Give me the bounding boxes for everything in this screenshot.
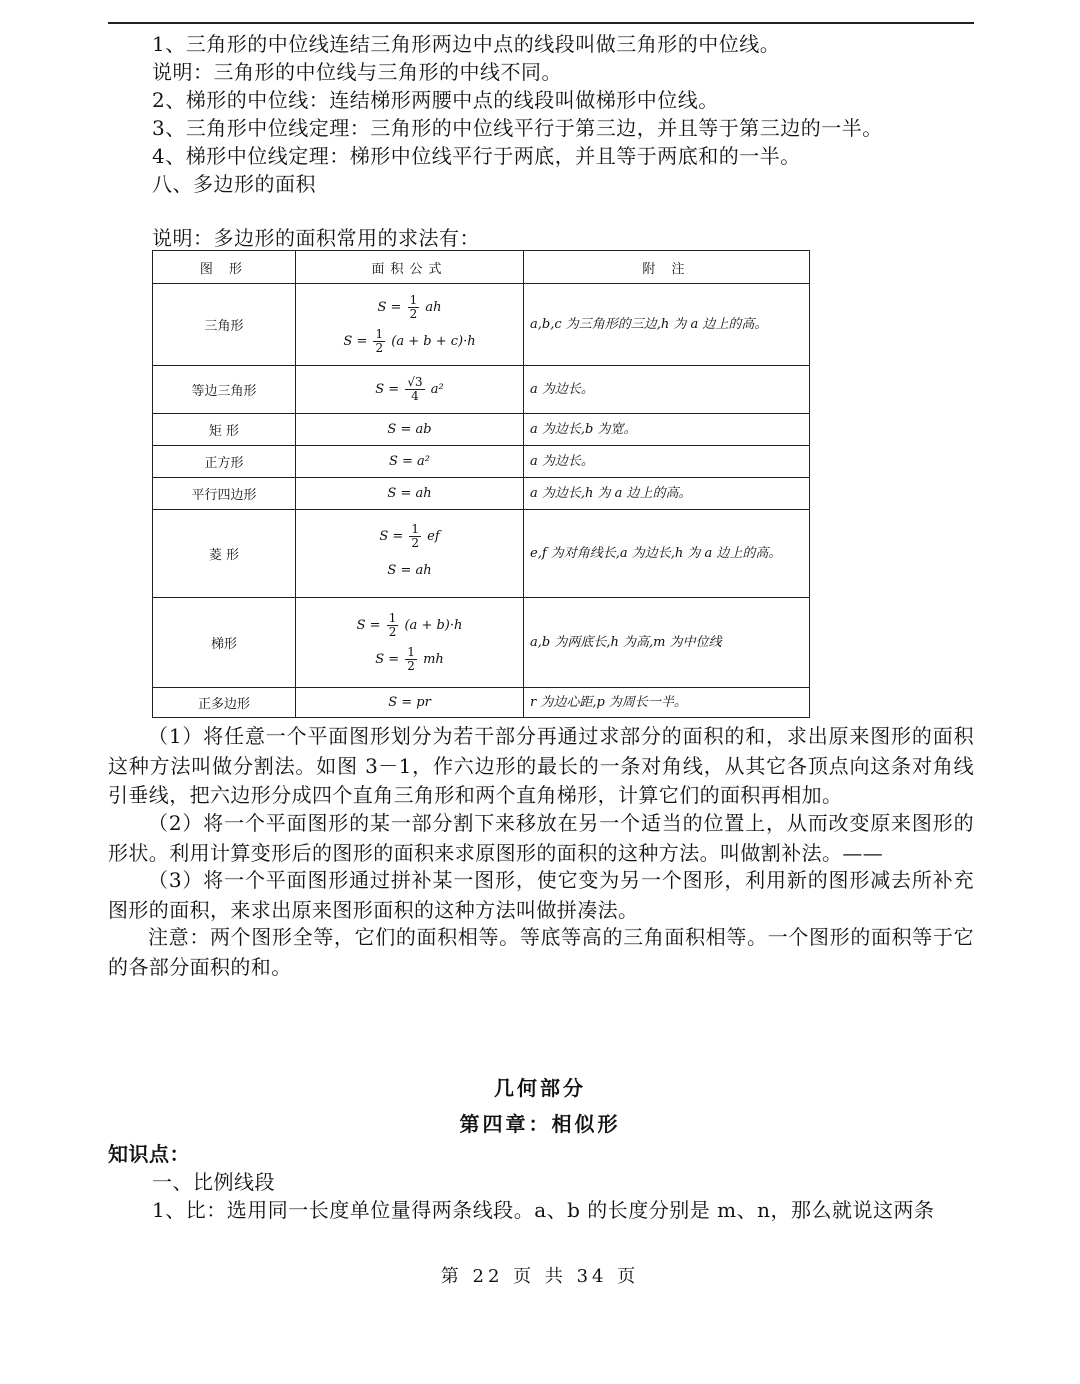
area-formula-table [152,250,810,718]
formula-suffix: ah [425,299,442,315]
table-row [153,366,810,414]
numerator: 1 [411,521,420,536]
formula-prefix: S = [356,617,381,633]
shape-cell: 正多边形 [153,688,296,718]
knowledge-points-label: 知识点： [108,1142,190,1166]
note-cell: a,b 为两底长,h 为高,m 为中位线 [524,598,810,688]
formula-cell: S = ah [296,478,524,510]
note-cell: a,b,c 为三角形的三边,h 为 a 边上的高。 [524,284,810,366]
chapter-title: 第四章：相似形 [459,1112,621,1136]
formula-line: S = ah [387,562,432,578]
top-rule [108,22,974,24]
formula-suffix: (a + b + c)·h [391,333,476,349]
text-line-ratio: 1、比：选用同一长度单位量得两条线段。a、b 的长度分别是 m、n，那么就说这两条 [152,1198,935,1222]
table-row [153,598,810,688]
text-line-5: 4、梯形中位线定理：梯形中位线平行于两底，并且等于两底和的一半。 [152,144,801,168]
denominator: 2 [375,340,384,355]
formula-cell [296,284,524,366]
numerator: 1 [375,326,384,341]
note-cell: r 为边心距,p 为周长一半。 [524,688,810,718]
shape-cell: 平行四边形 [153,478,296,510]
text-line-3: 2、梯形的中位线：连结梯形两腰中点的线段叫做梯形中位线。 [152,88,719,112]
table-row [153,688,810,718]
shape-cell: 正方形 [153,446,296,478]
denominator: 2 [407,658,415,673]
table-row [153,510,810,598]
fraction [409,523,421,550]
header-shape: 图 形 [153,251,296,284]
formula-line [302,520,517,554]
formula-suffix: mh [423,651,444,667]
formula-prefix: S = [379,528,404,544]
formula-cell [296,510,524,598]
shape-cell: 矩 形 [153,414,296,446]
fraction [405,376,424,403]
shape-cell: 等边三角形 [153,366,296,414]
formula-prefix: S = [375,382,400,397]
note-cell: a 为边长,h 为 a 边上的高。 [524,478,810,510]
note-cell: e,f 为对角线长,a 为边长,h 为 a 边上的高。 [524,510,810,598]
paragraph-patch-method: （3）将一个平面图形通过拼补某一图形，使它变为另一个图形，利用新的图形减去所补充图形的面积，来求出原来图形面积的这种方法叫做拼凑法。 [108,868,974,922]
denominator: 2 [388,624,397,639]
table-header-row [153,251,810,284]
fraction [408,294,420,321]
numerator: 1 [409,292,418,307]
numerator: 1 [407,644,415,659]
formula-cell [296,598,524,688]
formula-cell: S = ab [296,414,524,446]
formula-cell: S = a² [296,446,524,478]
denominator: 2 [409,306,418,321]
page-footer: 第 22 页 共 34 页 [440,1266,640,1287]
formula-line [302,291,517,325]
formula-suffix: a² [430,382,444,397]
formula-line [302,609,517,643]
table-row [153,478,810,510]
fraction [373,328,385,355]
formula-line [302,325,517,359]
text-line-1: 1、三角形的中位线连结三角形两边中点的线段叫做三角形的中位线。 [152,32,781,56]
table-row [153,446,810,478]
formula-line [302,643,517,677]
table-row [153,414,810,446]
formula-suffix: ef [427,528,440,544]
shape-cell: 三角形 [153,284,296,366]
numerator: √3 [407,375,423,389]
subsection-heading: 一、比例线段 [152,1170,275,1194]
note-cell: a 为边长。 [524,366,810,414]
text-line-4: 3、三角形中位线定理：三角形的中位线平行于第三边，并且等于第三边的一半。 [152,116,883,140]
formula-cell [296,366,524,414]
formula-prefix: S = [375,651,400,667]
shape-cell: 梯形 [153,598,296,688]
note-cell: a 为边长,b 为宽。 [524,414,810,446]
denominator: 4 [411,389,419,403]
numerator: 1 [388,610,397,625]
denominator: 2 [411,535,420,550]
note-cell: a 为边长。 [524,446,810,478]
paragraph-division-method: （1）将任意一个平面图形划分为若干部分再通过求部分的面积的和，求出原来图形的面积这种方法叫做分割法。如图 3－1，作六边形的最长的一条对角线，从其它各顶点向这条对角线引垂线，把六边形分成四个直角三角形和两个直角梯形，计算它们的面积再相加。 [108,724,974,807]
formula-prefix: S = [343,333,368,349]
header-formula: 面积公式 [296,251,524,284]
paragraph-cut-fill-method: （2）将一个平面图形的某一部分割下来移放在另一个适当的位置上，从而改变原来图形的形状。利用计算变形后的图形的面积来求原图形的面积的这种方法。叫做割补法。—— [108,811,974,865]
paragraph-note: 注意：两个图形全等，它们的面积相等。等底等高的三角面积相等。一个图形的面积等于它的各部分面积的和。 [108,925,974,979]
text-line-2: 说明：三角形的中位线与三角形的中线不同。 [152,60,562,84]
fraction [387,612,399,639]
fraction [405,646,417,673]
table-row [153,284,810,366]
section-heading-area: 八、多边形的面积 [152,172,316,196]
header-note: 附 注 [524,251,810,284]
shape-cell: 菱 形 [153,510,296,598]
formula-prefix: S = [377,299,402,315]
part-title: 几何部分 [494,1076,586,1100]
formula-cell: S = pr [296,688,524,718]
text-line-7: 说明：多边形的面积常用的求法有： [152,226,480,250]
formula-suffix: (a + b)·h [404,617,463,633]
